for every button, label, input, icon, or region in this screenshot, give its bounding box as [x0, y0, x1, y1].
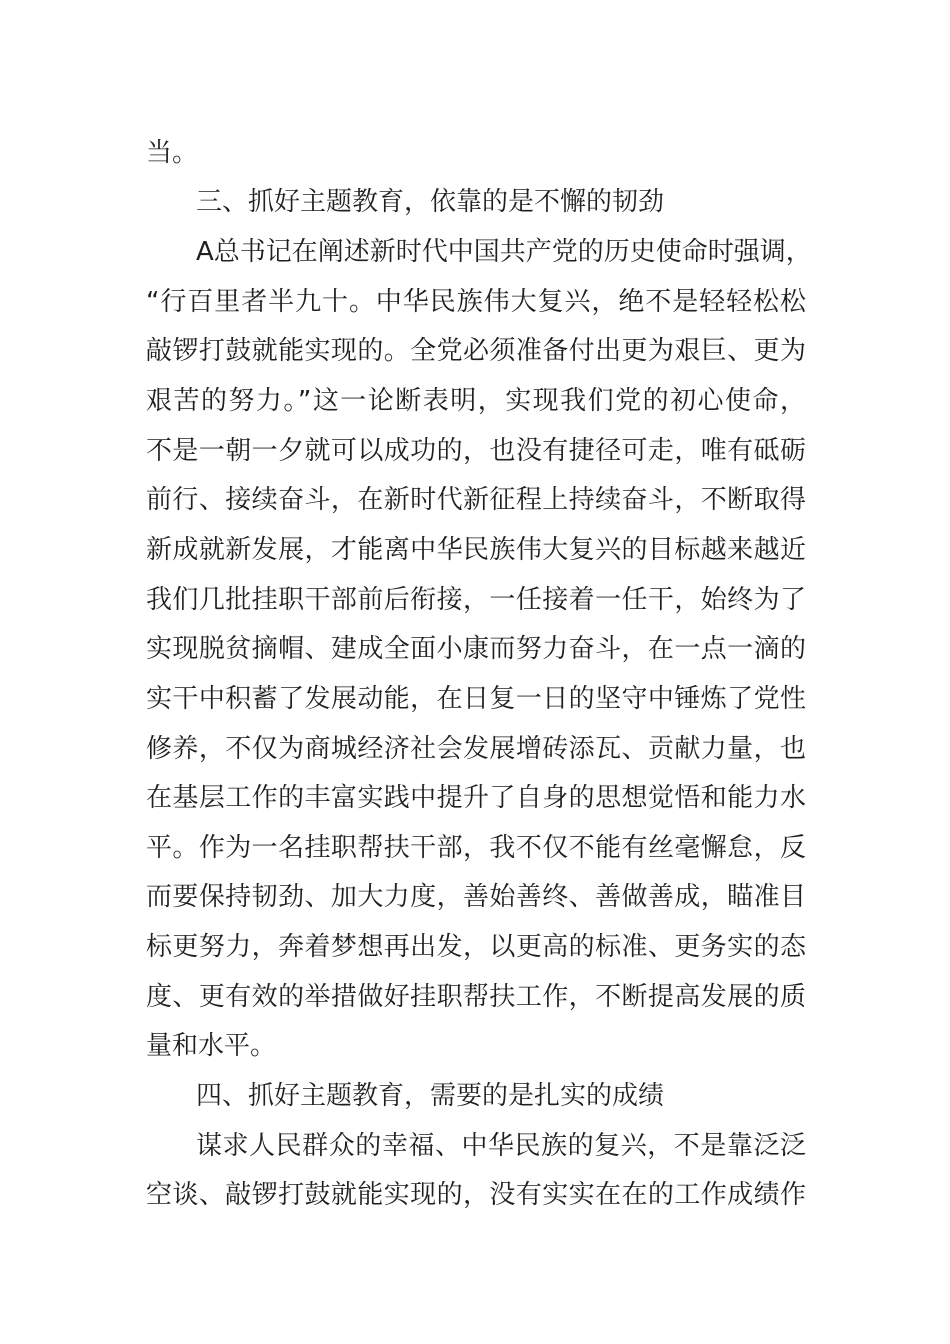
text-line-7: 不是一朝一夕就可以成功的，也没有捷径可走，唯有砥砺: [146, 436, 806, 466]
text-line-3: A总书记在阐述新时代中国共产党的历史使命时强调，: [196, 237, 812, 267]
text-line-11: 实现脱贫摘帽、建成全面小康而努力奋斗，在一点一滴的: [146, 634, 806, 664]
text-line-19: 量和水平。: [146, 1031, 277, 1061]
text-line-5: 敲锣打鼓就能实现的。全党必须准备付出更为艰巨、更为: [146, 336, 806, 366]
text-line-6: 艰苦的努力。”这一论断表明，实现我们党的初心使命，: [146, 386, 806, 416]
text-line-15: 平。作为一名挂职帮扶干部，我不仅不能有丝毫懈怠，反: [146, 833, 806, 863]
section-heading-3: 三、抓好主题教育，依靠的是不懈的韧劲: [196, 187, 665, 217]
text-line-14: 在基层工作的丰富实践中提升了自身的思想觉悟和能力水: [146, 783, 806, 813]
text-line-17: 标更努力，奔着梦想再出发，以更高的标准、更务实的态: [146, 932, 806, 962]
text-line-12: 实干中积蓄了发展动能，在日复一日的坚守中锤炼了党性: [146, 684, 806, 714]
text-line-13: 修养，不仅为商城经济社会发展增砖添瓦、贡献力量，也: [146, 734, 806, 764]
text-line-21: 谋求人民群众的幸福、中华民族的复兴，不是靠泛泛: [196, 1131, 806, 1161]
text-line-8: 前行、接续奋斗，在新时代新征程上持续奋斗，不断取得: [146, 485, 806, 515]
text-line-18: 度、更有效的举措做好挂职帮扶工作，不断提高发展的质: [146, 982, 806, 1012]
text-line-16: 而要保持韧劲、加大力度，善始善终、善做善成，瞄准目: [146, 882, 806, 912]
text-line-4: “行百里者半九十。中华民族伟大复兴，绝不是轻轻松松: [146, 287, 806, 317]
text-line-9: 新成就新发展，才能离中华民族伟大复兴的目标越来越近: [146, 535, 806, 565]
text-line-1: 当。: [146, 138, 199, 168]
section-heading-4: 四、抓好主题教育，需要的是扎实的成绩: [196, 1081, 665, 1111]
text-line-10: 我们几批挂职干部前后衔接，一任接着一任干，始终为了: [146, 585, 806, 615]
text-line-22: 空谈、敲锣打鼓就能实现的，没有实实在在的工作成绩作: [146, 1180, 806, 1210]
